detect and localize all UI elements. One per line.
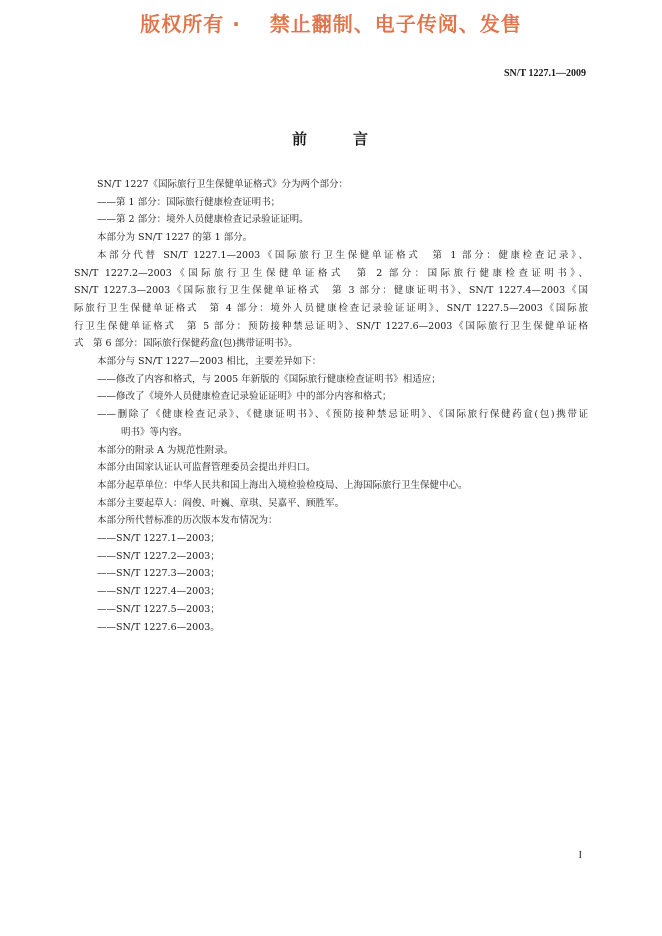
standard-code: SN/T 1227.1—2009	[503, 68, 586, 79]
page-title	[0, 128, 662, 149]
paragraph-proposer: 本部分由国家认证认可监督管理委员会提出并归口。	[97, 462, 316, 474]
paragraph-replaces-line: SN/T 1227.3—2003《国际旅行卫生保健单证格式 第 3 部分：健康证明书》、SN/T 1227.4—2003《国	[74, 285, 588, 297]
history-item: ——SN/T 1227.6—2003。	[97, 621, 220, 633]
paragraph-scope: SN/T 1227《国际旅行卫生保健单证格式》分为两个部分：	[97, 179, 349, 190]
copyright-watermark: 版权所有 · 禁止翻制、电子传阅、发售	[140, 12, 522, 36]
history-item: ——SN/T 1227.1—2003；	[97, 533, 220, 545]
paragraph-history: 本部分所代替标准的历次版本发布情况为：	[97, 515, 278, 527]
paragraph-differences: 本部分与 SN/T 1227—2003 相比，主要差异如下：	[97, 356, 322, 368]
history-item: ——SN/T 1227.4—2003；	[97, 586, 220, 598]
paragraph-annex: 本部分的附录 A 为规范性附录。	[97, 444, 234, 456]
page-number: I	[578, 850, 582, 861]
history-item: ——SN/T 1227.5—2003；	[97, 603, 220, 615]
paragraph-replaces-line: 际旅行卫生保健单证格式 第 4 部分：境外人员健康检查记录验证证明》、SN/T 1227.5—2003《国际旅	[74, 302, 588, 314]
paragraph-replaces-line: 本部分代替 SN/T 1227.1—2003《国际旅行卫生保健单证格式 第 1 部分：健康检查记录》、	[97, 249, 588, 261]
history-item: ——SN/T 1227.2—2003；	[97, 550, 220, 562]
paragraph-this-part: 本部分为 SN/T 1227 的第 1 部分。	[97, 232, 253, 244]
list-item-part1: ——第 1 部分：国际旅行健康检查证明书；	[97, 196, 281, 208]
list-item-difference-cont: 明书》等内容。	[121, 426, 188, 438]
paragraph-replaces-line: 行卫生保健单证格式 第 5 部分：预防接种禁忌证明》、SN/T 1227.6—2003《国际旅行卫生保健单证格	[74, 320, 588, 332]
paragraph-replaces-line: SN/T 1227.2—2003《国际旅行卫生保健单证格式 第 2 部分：国际旅行健康检查证明书》、	[74, 267, 588, 279]
list-item-part2: ——第 2 部分：境外人员健康检查记录验证证明。	[97, 214, 309, 226]
list-item-difference: ——删除了《健康检查记录》、《健康证明书》、《预防接种禁忌证明》、《国际旅行保健药盒(包)携带证	[97, 409, 588, 421]
title-char: 前	[291, 130, 309, 148]
history-item: ——SN/T 1227.3—2003；	[97, 568, 220, 580]
paragraph-replaces-line: 式 第 6 部分：国际旅行保健药盒(包)携带证明书》。	[74, 338, 298, 350]
list-item-difference: ——修改了内容和格式，与 2005 年新版的《国际旅行健康检查证明书》相适应；	[97, 373, 441, 385]
paragraph-drafting-units: 本部分起草单位：中华人民共和国上海出入境检验检疫局、上海国际旅行卫生保健中心。	[97, 479, 468, 491]
title-char: 言	[353, 130, 371, 148]
foreword-body	[74, 176, 588, 636]
paragraph-drafters: 本部分主要起草人：阎俊、叶巍、章琪、吴嘉平、顾胜军。	[97, 497, 345, 509]
list-item-difference: ——修改了《境外人员健康检查记录验证证明》中的部分内容和格式；	[97, 391, 392, 403]
